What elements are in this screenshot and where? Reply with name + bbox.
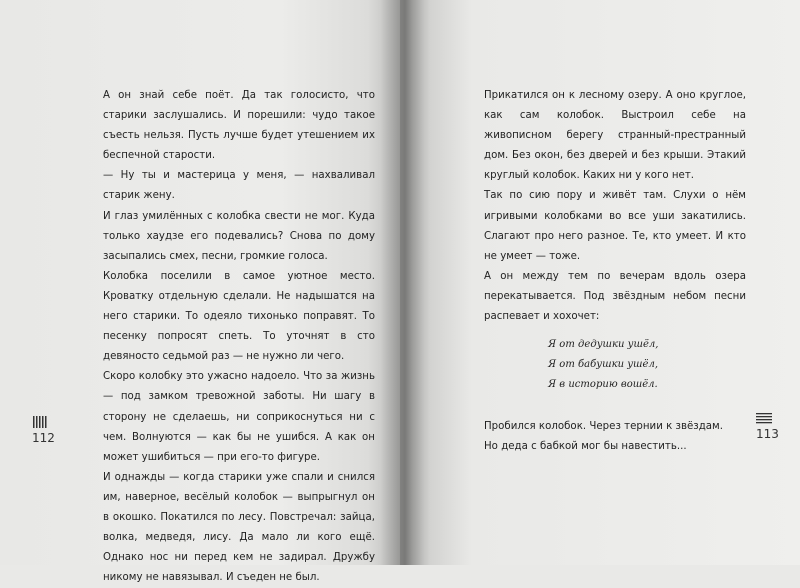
left-folio [32,416,55,445]
paragraph: Скоро колобку это ужасно надоело. Что за жизнь — под замком тревожной заботы. Ни шагу в сторону не сделаешь, ни соприкоснуться ни с чем. Волнуются — как бы не ушибся. А как он может ушибиться — при его-то фигуре. [103,371,375,463]
left-page [0,0,400,584]
paragraph: Но деда с бабкой мог бы навестить... [484,441,687,453]
paragraph: А он знай себе поёт. Да так голосисто, что старики заслушались. И порешили: чудо такое съесть нельзя. Пусть лучше будет утешением их беспечной старости. [103,90,375,162]
paragraph: Пробился колобок. Через тернии к звёздам. [484,421,723,433]
page-number: 113 [756,427,779,441]
verse-line: Я от дедушки ушёл, [548,339,659,351]
right-folio [756,412,779,441]
paragraph: Прикатился он к лесному озеру. А оно круглое, как сам колобок. Выстроил себе на живописном берегу странный-престранный дом. Без окон, без дверей и без крыши. Этакий круглый колобок. Каких ни у кого нет. [484,90,746,182]
paragraph: А он между тем по вечерам вдоль озера перекатывается. Под звёздным небом песни распевает и хохочет: [484,270,746,323]
right-page-text [484,86,746,457]
verse-line: Я в историю вошёл. [548,379,658,391]
paragraph: — Ну ты и мастерица у меня, — нахваливал старик жену. [103,170,375,202]
right-page [400,0,800,565]
folio-ornament-icon [32,416,48,428]
paragraph: И глаз умилённых с колобка свести не мог. Куда только хаудзе его подевались? Снова по дому засыпались смех, песни, громкие голоса. [103,210,375,262]
book-gutter-shadow [380,0,430,565]
verse-line: Я от бабушки ушёл, [548,359,659,371]
folio-ornament-icon [756,412,772,424]
paragraph: Так по сию пору и живёт там. Слухи о нём игривыми колобками во все уши закатились. Слагают про него разное. Те, кто умеет. И кто не умеет — тоже. [484,190,746,262]
paragraph: И однажды — когда старики уже спали и снился им, наверное, весёлый колобок — выпрыгнул он в окошко. Покатился по лесу. Повстречал: зайца, волка, медведя, лису. Да мало ли кого ещё. Однако нос ни перед кем не задирал. Дружбу никому не навязывал. И съеден не был. [103,471,375,584]
page-number: 112 [32,431,55,445]
paragraph: Колобка поселили в самое уютное место. Кроватку отдельную сделали. Не надышатся на него старики. То одеяло тихонько поправят. То песенку попросят спеть. То уточнят в сто девяносто седьмой раз — не нужно ли чего. [103,270,375,363]
left-page-text [103,86,375,588]
verse-block [548,335,746,395]
